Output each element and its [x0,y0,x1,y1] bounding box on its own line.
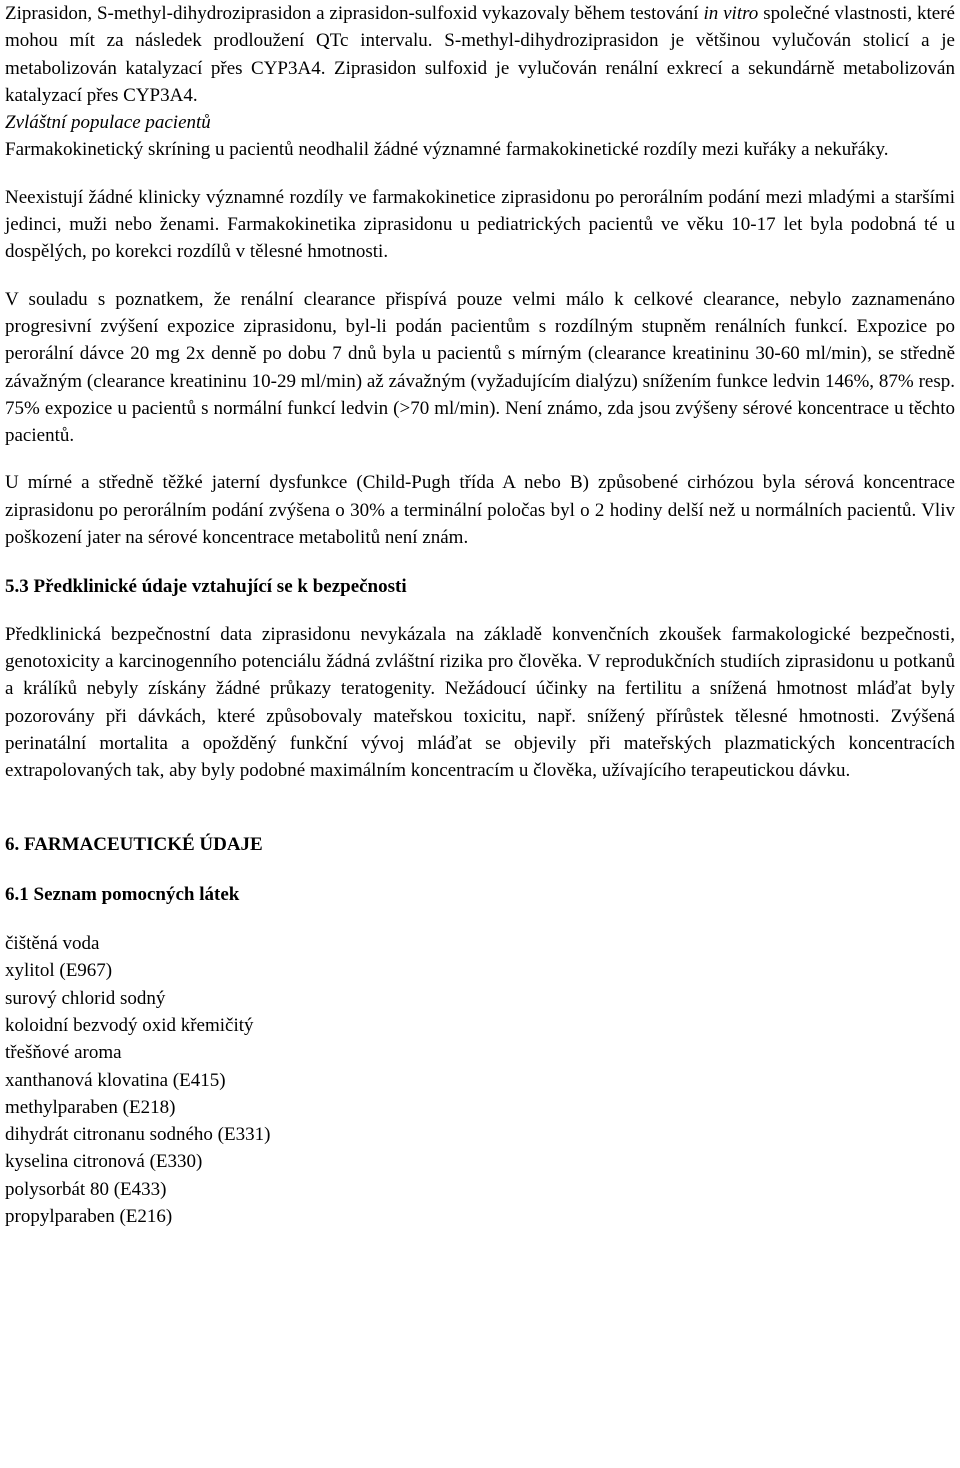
section-6-heading: 6. FARMACEUTICKÉ ÚDAJE [5,834,263,856]
intro-text-part2: společné vlastnosti, které mohou mít za následek prodloužení QTc intervalu. S-methyl-dihydroziprasidon je většinou vylučován stolicí a je metabolizován katalyzací přes CYP3A4. Ziprasidon sulfoxid je vylučován renální exkrecí a sekundárně metabolizován katalyzací přes CYP3A4. [5,3,955,106]
list-item: dihydrát citronanu sodného (E331) [5,1124,271,1146]
list-item: methylparaben (E218) [5,1096,176,1118]
list-item: surový chlorid sodný [5,987,166,1009]
age-sex-paragraph: Neexistují žádné klinicky významné rozdíly ve farmakokinetice ziprasidonu po perorálním podání mezi mladými a staršími jedinci, muži nebo ženami. Farmakokinetika ziprasidonu u pediatrických pacientů ve věku 10-17 let byla podobná té u dospělých, po korekci rozdílů v tělesné hmotnosti. [5,186,955,263]
list-item: xylitol (E967) [5,960,113,982]
list-item: čištěná voda [5,933,100,955]
list-item: kyselina citronová (E330) [5,1151,203,1173]
smokers-paragraph: Farmakokinetický skríning u pacientů neodhalil žádné významné farmakokinetické rozdíly mezi kuřáky a nekuřáky. [5,139,889,161]
document-page [5,0,955,1230]
list-item: koloidní bezvodý oxid křemičitý [5,1014,254,1036]
hepatic-paragraph: U mírné a středně těžké jaterní dysfunkce (Child-Pugh třída A nebo B) způsobené cirhózou byla sérová koncentrace ziprasidonu po perorálním podání zvýšena o 30% a terminální poločas byl o 2 hodiny delší než u normálních pacientů. Vliv poškození jater na sérové koncentrace metabolitů není znám. [5,472,955,549]
renal-paragraph: V souladu s poznatkem, že renální clearance přispívá pouze velmi málo k celkové clearance, nebylo zaznamenáno progresivní zvýšení expozice ziprasidonu, byl-li podán pacientům s rozdílným stupněm renálních funkcí. Expozice po perorální dávce 20 mg 2x denně po dobu 7 dnů byla u pacientů s mírným (clearance kreatininu 30-60 ml/min), se středně závažným (clearance kreatininu 10-29 ml/min) až závažným (vyžadujícím dialýzu) snížením funkce ledvin 146%, 87% resp. 75% expozice u pacientů s normální funkcí ledvin (>70 ml/min). Není známo, zda jsou zvýšeny sérové koncentrace u těchto pacientů. [5,288,955,447]
list-item: třešňové aroma [5,1042,122,1064]
list-item: propylparaben (E216) [5,1205,173,1227]
excipient-list [5,930,955,1230]
intro-paragraph [5,0,955,109]
section-5-3-heading: 5.3 Předklinické údaje vztahující se k bezpečnosti [5,576,407,598]
list-item: xanthanová klovatina (E415) [5,1069,226,1091]
section-5-3-text: Předklinická bezpečnostní data ziprasidonu nevykázala na základě konvenčních zkoušek farmakologické bezpečnosti, genotoxicity a karcinogenního potenciálu žádná zvláštní rizika pro člověka. V reprodukčních studiích ziprasidonu u potkanů a králíků nebyly získány žádné průkazy teratogenity. Nežádoucí účinky na fertilitu a snížená hmotnost mláďat byly pozorovány při dávkách, které způsobovaly mateřskou toxicitu, např. snížený přírůstek tělesné hmotnosti. Zvýšená perinatální mortalita a opožděný funkční vývoj mláďat se objevily při mateřských plazmatických koncentracích extrapolovaných tak, aby byly podobné maximálním koncentracím u člověka, užívajícího terapeutickou dávku. [5,623,955,782]
intro-text-part1: Ziprasidon, S-methyl-dihydroziprasidon a ziprasidon-sulfoxid vykazovaly během testování [5,3,704,24]
special-populations-heading: Zvláštní populace pacientů [5,112,211,134]
intro-text-italic: in vitro [703,3,759,24]
list-item: polysorbát 80 (E433) [5,1178,167,1200]
section-6-1-heading: 6.1 Seznam pomocných látek [5,883,240,905]
